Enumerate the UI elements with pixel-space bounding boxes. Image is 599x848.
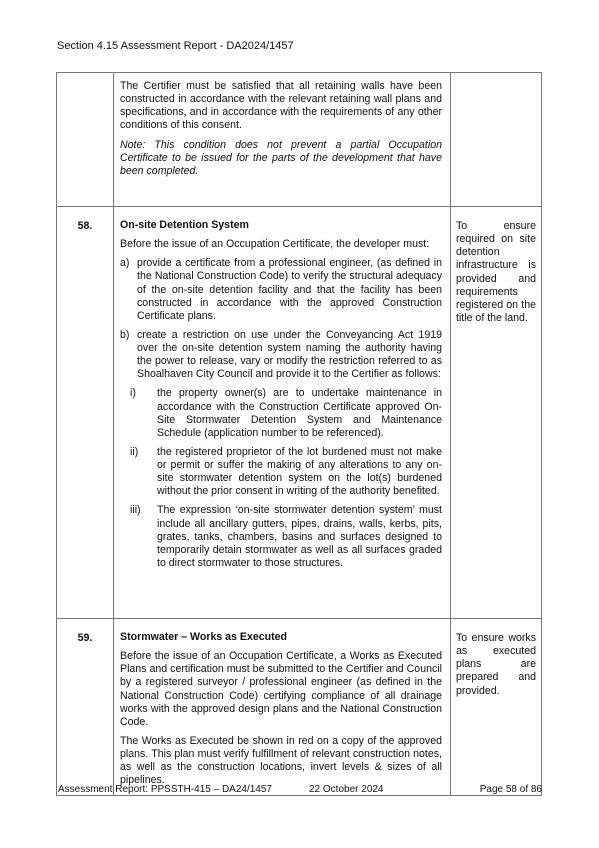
list-text: the registered proprietor of the lot burdened must not make or permit or suffer the making of any alterations to any on-site stormwater detention system on the lot(s) burdened without the prior consent in writing of the authority benefited.: [157, 445, 442, 498]
list-text: create a restriction on use under the Conveyancing Act 1919 over the on-site detention system naming the authority having the power to release, vary or modify the restriction referred to as Shoalhaven City Council and provide it to the Certifier as follows:: [137, 328, 442, 381]
condition-text: [114, 207, 451, 619]
list-label: i): [130, 387, 136, 400]
list-text: provide a certificate from a professional engineer, (as defined in the National Construction Code) to verify the structural adequacy of the on-site detention facility and that the facility has been constructed in accordance with the approved Construction Certificate plans.: [137, 257, 442, 322]
condition-reason: [451, 73, 542, 207]
paragraph: Before the issue of an Occupation Certificate, the developer must:: [120, 238, 430, 251]
condition-text: [114, 619, 451, 796]
list-label: a): [120, 257, 130, 270]
list-label: iii): [130, 504, 141, 517]
condition-number: [57, 73, 114, 207]
page-header: Section 4.15 Assessment Report - DA2024/1457: [57, 40, 294, 52]
condition-number: 58.: [57, 207, 114, 619]
sub-list-item: [120, 504, 442, 570]
list-text: the property owner(s) are to undertake maintenance in accordance with the Construction Certificate approved On-Site Stormwater Detention System and Maintenance Schedule (application number to be referenced).: [157, 387, 442, 439]
footer-page-number: Page 58 of 86: [479, 784, 542, 795]
condition-text: [114, 73, 451, 207]
list-item: [120, 329, 442, 382]
list-item: [120, 257, 442, 323]
footer-report: Assessment Report: PPSSTH-415 – DA24/1457: [58, 784, 272, 795]
footer-date: 22 October 2024: [309, 784, 384, 795]
list-label: b): [120, 328, 130, 341]
table-row: [57, 207, 542, 619]
conditions-table: [56, 72, 542, 796]
paragraph: Before the issue of an Occupation Certificate, a Works as Executed Plans and certification must be submitted to the Certifier and Council by a registered surveyor / professional engineer (as defined in the National Construction Code) certifying compliance of all drainage works with the approved design plans and the National Construction Code.: [120, 650, 442, 728]
condition-title: Stormwater – Works as Executed: [120, 631, 288, 643]
list-text: The expression ‘on-site stormwater detention system’ must include all ancillary gutters, pipes, drains, walls, kerbs, pits, grates, tanks, chambers, basins and surfaces designed to temporarily detain stormwater as well as all surfaces graded to direct stormwater to those structures.: [157, 504, 442, 569]
condition-reason: To ensure works as executed plans are prepared and provided.: [451, 619, 542, 796]
table-row: [57, 73, 542, 207]
paragraph: The Certifier must be satisfied that all retaining walls have been constructed in accordance with the relevant retaining wall plans and specifications, and in accordance with the requirements of any other conditions of this consent.: [120, 80, 442, 132]
note: Note: This condition does not prevent a partial Occupation Certificate to be issued for the parts of the development that have been completed.: [120, 138, 442, 177]
condition-number: 59.: [57, 619, 114, 796]
condition-title: On-site Detention System: [120, 219, 249, 231]
condition-reason: To ensure required on site detention infrastructure is provided and requirements registered on the title of the land.: [451, 207, 542, 619]
table-row: [57, 619, 542, 796]
list-label: ii): [130, 445, 139, 458]
sub-list-item: [120, 387, 442, 440]
sub-list-item: [120, 446, 442, 499]
paragraph: The Works as Executed be shown in red on a copy of the approved plans. This plan must verify fulfillment of relevant construction notes, as well as the construction locations, invert levels & sizes of all pipelines.: [120, 734, 442, 787]
